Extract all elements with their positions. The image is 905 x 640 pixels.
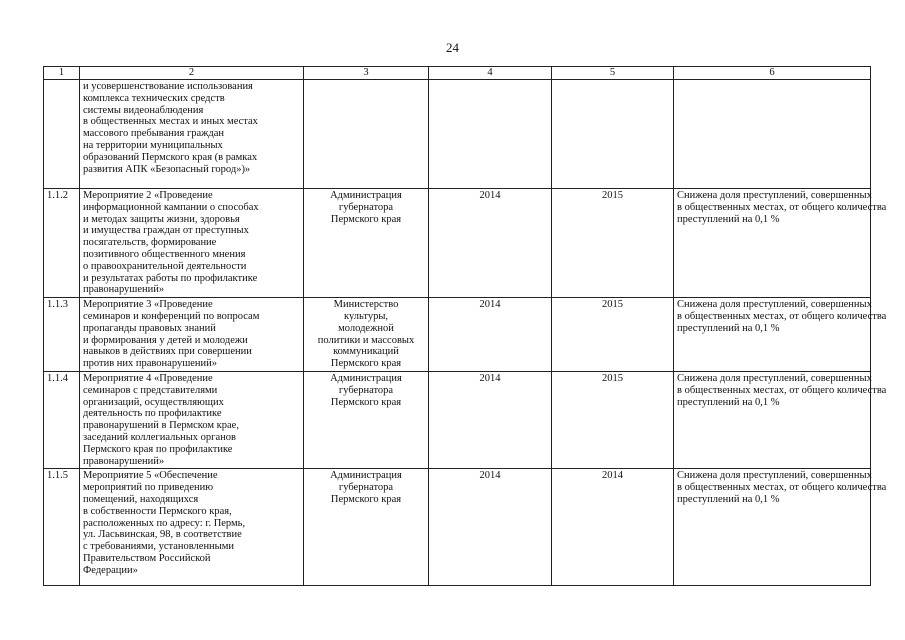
item-number-cell: 1.1.2 bbox=[44, 189, 80, 298]
text-line: образований Пермского края (в рамках bbox=[83, 151, 258, 163]
expected-result-cell bbox=[674, 189, 887, 298]
item-number-cell: 1.1.5 bbox=[44, 469, 80, 586]
text-line: деятельность по профилактике bbox=[83, 408, 222, 420]
measure-description-cell bbox=[80, 189, 304, 298]
text-line: и результатах работы по профилактике bbox=[83, 272, 258, 284]
expected-result-cell bbox=[674, 80, 871, 189]
text-line: заседаний коллегиальных органов bbox=[83, 431, 236, 443]
column-header: 6 bbox=[674, 67, 871, 80]
table-row bbox=[44, 80, 871, 189]
executor-cell bbox=[304, 298, 429, 372]
text-line: позитивного общественного мнения bbox=[83, 248, 246, 260]
text-line: правонарушений в Пермском крае, bbox=[83, 420, 239, 432]
item-number-cell: 1.1.3 bbox=[44, 298, 80, 372]
start-year-cell: 2014 bbox=[429, 189, 552, 298]
text-line: в общественных местах, от общего количества bbox=[677, 384, 887, 396]
text-line: семинаров с представителями bbox=[83, 384, 218, 396]
table-row bbox=[44, 298, 871, 372]
text-line: в общественных местах, от общего количества bbox=[677, 201, 887, 213]
text-line: о правоохранительной деятельности bbox=[83, 260, 247, 272]
measure-description-cell bbox=[80, 469, 304, 586]
text-line: Министерство bbox=[333, 299, 399, 311]
text-line: Федерации» bbox=[83, 564, 138, 576]
executor-cell bbox=[304, 189, 429, 298]
text-line: Администрация bbox=[330, 372, 402, 384]
text-line: культуры, bbox=[344, 310, 388, 322]
table-row bbox=[44, 189, 871, 298]
page-number: 24 bbox=[446, 40, 459, 55]
table-row bbox=[44, 371, 871, 468]
column-header: 2 bbox=[80, 67, 304, 80]
measure-description-cell bbox=[80, 298, 304, 372]
text-line: Мероприятие 2 «Проведение bbox=[83, 190, 213, 201]
measures-table bbox=[43, 66, 887, 586]
text-line: коммуникаций bbox=[333, 346, 399, 358]
text-line: комплекса технических средств bbox=[83, 92, 225, 104]
text-line: Мероприятие 3 «Проведение bbox=[83, 299, 213, 311]
text-line: помещений, находящихся bbox=[83, 493, 199, 505]
start-year-cell: 2014 bbox=[429, 371, 552, 468]
text-line: в общественных местах, от общего количества bbox=[677, 310, 887, 322]
text-line: семинаров и конференций по вопросам bbox=[83, 310, 260, 322]
end-year-cell: 2015 bbox=[552, 298, 674, 372]
measure-description-cell bbox=[80, 80, 304, 189]
end-year-cell: 2014 bbox=[552, 469, 674, 586]
text-line: преступлений на 0,1 % bbox=[677, 322, 780, 334]
text-line: Администрация bbox=[330, 470, 402, 482]
text-line: массового пребывания граждан bbox=[83, 128, 225, 140]
text-line: с требованиями, установленными bbox=[83, 541, 234, 553]
text-line: Правительством Российской bbox=[83, 552, 211, 564]
text-line: организаций, осуществляющих bbox=[83, 396, 224, 408]
text-line: Снижена доля преступлений, совершенных bbox=[677, 372, 872, 384]
text-line: посягательств, формирование bbox=[83, 237, 217, 249]
text-line: молодежной bbox=[338, 322, 394, 334]
text-line: в общественных местах и иных местах bbox=[83, 116, 258, 128]
text-line: Пермского края bbox=[330, 213, 402, 225]
text-line: преступлений на 0,1 % bbox=[677, 396, 780, 408]
start-year-cell: 2014 bbox=[429, 298, 552, 372]
text-line: преступлений на 0,1 % bbox=[677, 213, 780, 225]
text-line: Снижена доля преступлений, совершенных bbox=[677, 190, 872, 201]
item-number-cell: 1.1.4 bbox=[44, 371, 80, 468]
text-line: мероприятий по приведению bbox=[83, 482, 214, 494]
text-line: в собственности Пермского края, bbox=[83, 505, 232, 517]
expected-result-cell bbox=[674, 298, 887, 372]
text-line: Пермского края bbox=[330, 358, 402, 370]
column-header: 3 bbox=[304, 67, 429, 80]
expected-result-cell bbox=[674, 371, 887, 468]
text-line: Мероприятие 4 «Проведение bbox=[83, 372, 213, 384]
text-line: и имущества граждан от преступных bbox=[83, 225, 249, 237]
text-line: и усовершенствование использования bbox=[83, 81, 253, 92]
text-line: навыков в действиях при совершении bbox=[83, 346, 252, 358]
measure-description-cell bbox=[80, 371, 304, 468]
text-line: правонарушений» bbox=[83, 284, 165, 296]
start-year-cell: 2014 bbox=[429, 469, 552, 586]
text-line: губернатора bbox=[338, 482, 394, 494]
text-line: системы видеонаблюдения bbox=[83, 104, 204, 116]
column-header: 4 bbox=[429, 67, 552, 80]
text-line: Администрация bbox=[330, 190, 402, 201]
text-line: против них правонарушений» bbox=[83, 358, 218, 370]
text-line: расположенных по адресу: г. Пермь, bbox=[83, 517, 246, 529]
text-line: на территории муниципальных bbox=[83, 139, 223, 151]
text-line: развития АПК «Безопасный город»)» bbox=[83, 163, 251, 175]
text-line: и методах защиты жизни, здоровья bbox=[83, 213, 240, 225]
table-row bbox=[44, 469, 871, 586]
text-line: губернатора bbox=[338, 384, 394, 396]
start-year-cell bbox=[429, 80, 552, 189]
text-line: и формирования у детей и молодежи bbox=[83, 334, 248, 346]
end-year-cell: 2015 bbox=[552, 189, 674, 298]
text-line: Снижена доля преступлений, совершенных bbox=[677, 470, 872, 482]
text-line: губернатора bbox=[338, 201, 394, 213]
table-header-row bbox=[44, 67, 871, 80]
column-header: 5 bbox=[552, 67, 674, 80]
end-year-cell bbox=[552, 80, 674, 189]
text-line: Снижена доля преступлений, совершенных bbox=[677, 299, 872, 311]
text-line: Пермского края по профилактике bbox=[83, 443, 233, 455]
end-year-cell: 2015 bbox=[552, 371, 674, 468]
expected-result-cell bbox=[674, 469, 887, 586]
text-line: ул. Ласьвинская, 98, в соответствие bbox=[83, 529, 242, 541]
text-line: правонарушений» bbox=[83, 455, 165, 467]
text-line: Мероприятие 5 «Обеспечение bbox=[83, 470, 218, 482]
text-line: пропаганды правовых знаний bbox=[83, 322, 216, 334]
executor-cell bbox=[304, 469, 429, 586]
text-line: преступлений на 0,1 % bbox=[677, 493, 780, 505]
text-line: Пермского края bbox=[330, 396, 402, 408]
text-line: Пермского края bbox=[330, 493, 402, 505]
executor-cell bbox=[304, 80, 429, 189]
text-line: политики и массовых bbox=[317, 334, 415, 346]
executor-cell bbox=[304, 371, 429, 468]
text-line: в общественных местах, от общего количества bbox=[677, 482, 887, 494]
column-header: 1 bbox=[44, 67, 80, 80]
item-number-cell bbox=[44, 80, 80, 189]
text-line: информационной кампании о способах bbox=[83, 201, 259, 213]
